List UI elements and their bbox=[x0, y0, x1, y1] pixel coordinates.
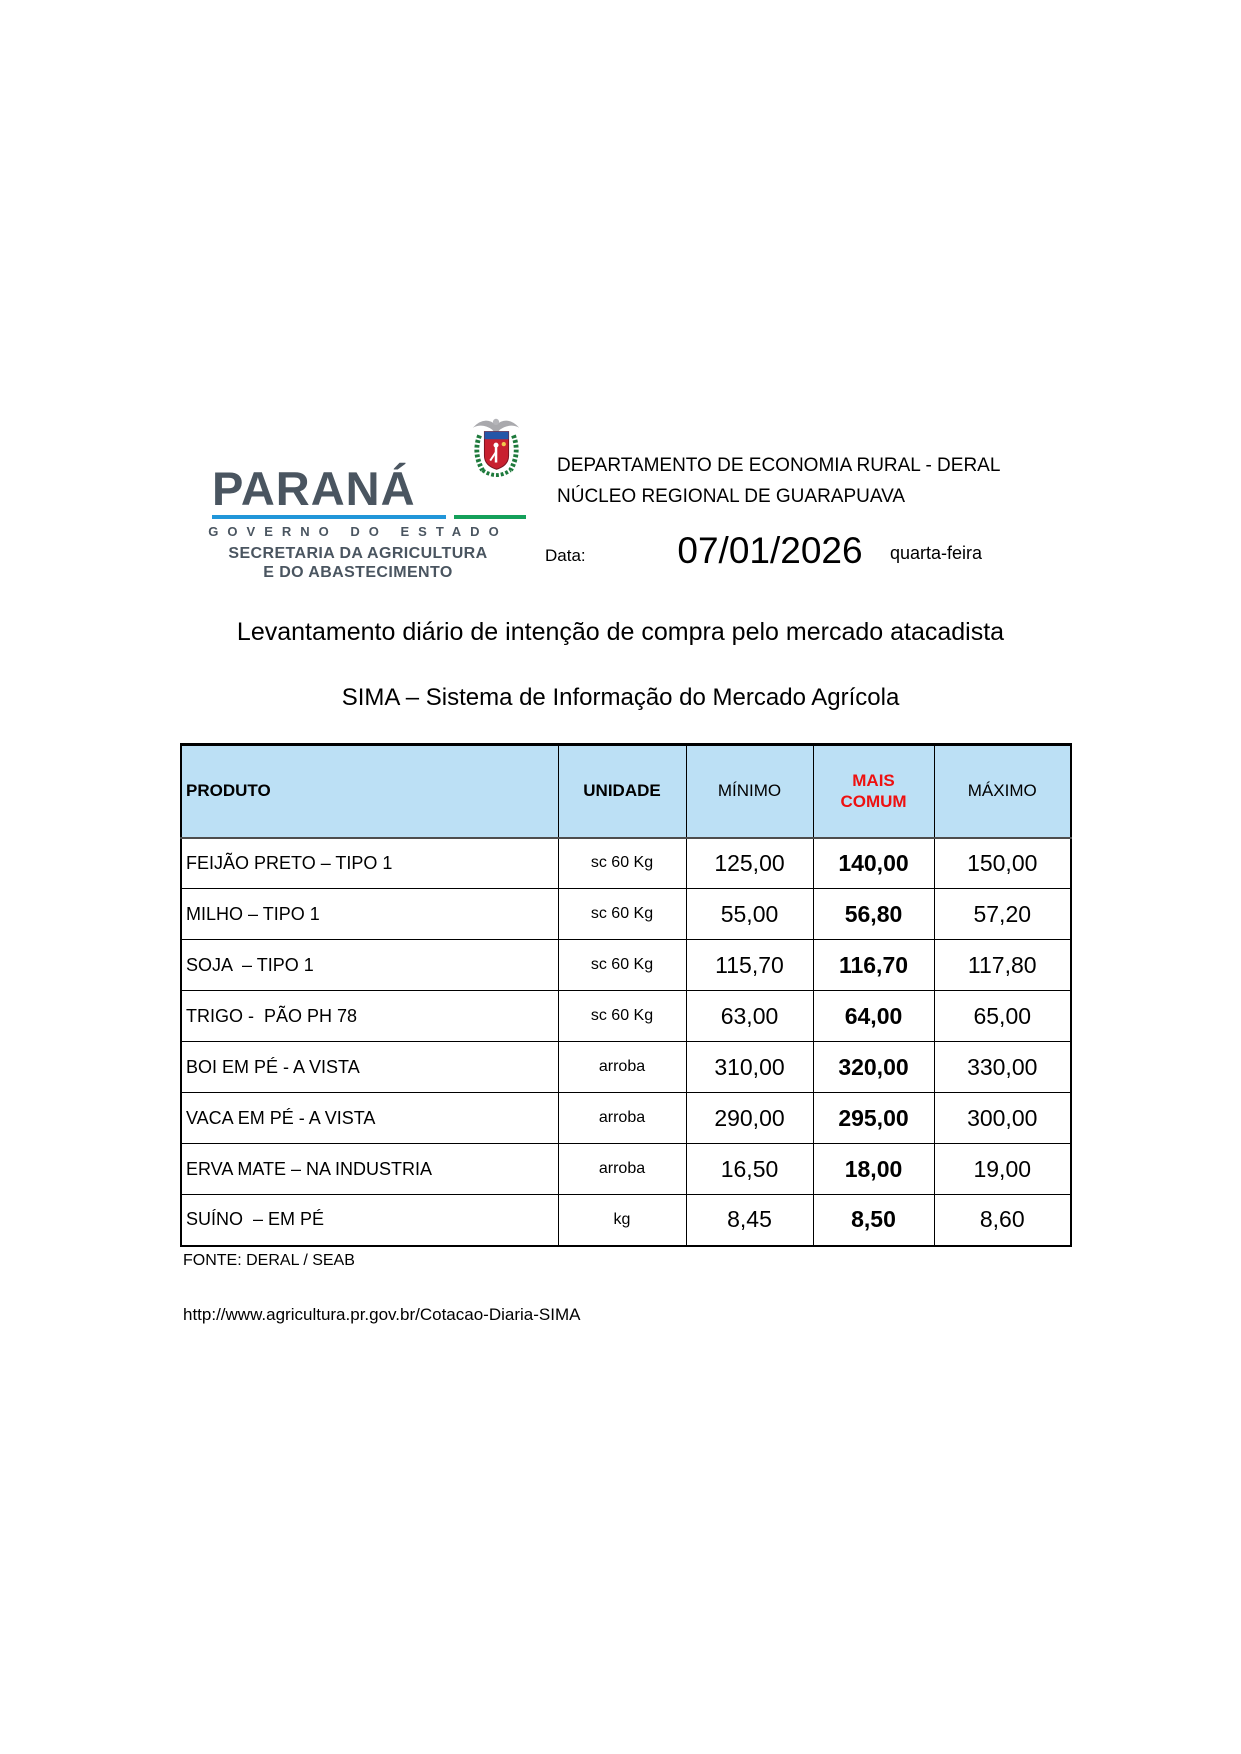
common-price-cell: 56,80 bbox=[813, 889, 934, 940]
product-cell: ERVA MATE – NA INDUSTRIA bbox=[181, 1144, 558, 1195]
product-cell: MILHO – TIPO 1 bbox=[181, 889, 558, 940]
governo-do-estado-text: GOVERNO DO ESTADO bbox=[208, 524, 508, 539]
table-row bbox=[181, 838, 1071, 889]
parana-logo bbox=[188, 430, 528, 582]
max-price-cell: 57,20 bbox=[934, 889, 1071, 940]
unit-cell: arroba bbox=[558, 1042, 686, 1093]
sima-title: SIMA – Sistema de Informação do Mercado Agrícola bbox=[341, 684, 900, 711]
unit-cell: arroba bbox=[558, 1144, 686, 1195]
date-label: Data: bbox=[545, 546, 586, 565]
max-price-cell: 150,00 bbox=[934, 838, 1071, 889]
min-price-cell: 310,00 bbox=[686, 1042, 813, 1093]
product-cell: SUÍNO – EM PÉ bbox=[181, 1195, 558, 1246]
min-price-cell: 55,00 bbox=[686, 889, 813, 940]
secretariat-text bbox=[188, 544, 528, 582]
common-price-cell: 18,00 bbox=[813, 1144, 934, 1195]
column-header-minimo: MÍNIMO bbox=[686, 745, 813, 838]
common-price-cell: 116,70 bbox=[813, 940, 934, 991]
table-header-row bbox=[181, 745, 1071, 838]
unit-cell: sc 60 Kg bbox=[558, 838, 686, 889]
product-cell: SOJA – TIPO 1 bbox=[181, 940, 558, 991]
common-price-cell: 8,50 bbox=[813, 1195, 934, 1246]
department-line-1: DEPARTAMENTO DE ECONOMIA RURAL - DERAL bbox=[557, 455, 1001, 476]
max-price-cell: 19,00 bbox=[934, 1144, 1071, 1195]
unit-cell: sc 60 Kg bbox=[558, 940, 686, 991]
product-cell: FEIJÃO PRETO – TIPO 1 bbox=[181, 838, 558, 889]
column-header-unidade: UNIDADE bbox=[558, 745, 686, 838]
table-row bbox=[181, 1042, 1071, 1093]
max-price-cell: 330,00 bbox=[934, 1042, 1071, 1093]
unit-cell: sc 60 Kg bbox=[558, 889, 686, 940]
unit-cell: kg bbox=[558, 1195, 686, 1246]
unit-cell: sc 60 Kg bbox=[558, 991, 686, 1042]
department-heading bbox=[557, 450, 1000, 512]
parana-brand-text: PARANÁ bbox=[212, 462, 416, 515]
secretariat-line-1: SECRETARIA DA AGRICULTURA bbox=[228, 545, 488, 562]
weekday-text: quarta-feira bbox=[890, 543, 983, 563]
table-row bbox=[181, 940, 1071, 991]
max-price-cell: 300,00 bbox=[934, 1093, 1071, 1144]
column-header-produto: PRODUTO bbox=[181, 745, 558, 838]
survey-title: Levantamento diário de intenção de compra pelo mercado atacadista bbox=[236, 618, 1005, 646]
max-price-cell: 65,00 bbox=[934, 991, 1071, 1042]
date-value: 07/01/2026 bbox=[677, 530, 863, 571]
source-url: http://www.agricultura.pr.gov.br/Cotacao-Diaria-SIMA bbox=[183, 1305, 581, 1324]
column-header-maximo: MÁXIMO bbox=[934, 745, 1071, 838]
logo-blue-rule bbox=[212, 515, 446, 519]
max-price-cell: 8,60 bbox=[934, 1195, 1071, 1246]
common-price-cell: 295,00 bbox=[813, 1093, 934, 1144]
min-price-cell: 16,50 bbox=[686, 1144, 813, 1195]
parana-coat-of-arms-icon bbox=[468, 412, 526, 489]
table-row bbox=[181, 1093, 1071, 1144]
min-price-cell: 63,00 bbox=[686, 991, 813, 1042]
product-cell: VACA EM PÉ - A VISTA bbox=[181, 1093, 558, 1144]
column-header-mais-comum: MAIS COMUM bbox=[813, 745, 934, 838]
min-price-cell: 290,00 bbox=[686, 1093, 813, 1144]
min-price-cell: 115,70 bbox=[686, 940, 813, 991]
table-row bbox=[181, 1195, 1071, 1246]
table-row bbox=[181, 991, 1071, 1042]
secretariat-line-2: E DO ABASTECIMENTO bbox=[263, 564, 453, 581]
price-table bbox=[180, 743, 1072, 1247]
min-price-cell: 125,00 bbox=[686, 838, 813, 889]
common-price-cell: 64,00 bbox=[813, 991, 934, 1042]
table-row bbox=[181, 1144, 1071, 1195]
common-price-cell: 320,00 bbox=[813, 1042, 934, 1093]
source-note: FONTE: DERAL / SEAB bbox=[183, 1252, 355, 1269]
date-row bbox=[545, 530, 1015, 576]
product-cell: BOI EM PÉ - A VISTA bbox=[181, 1042, 558, 1093]
common-price-cell: 140,00 bbox=[813, 838, 934, 889]
min-price-cell: 8,45 bbox=[686, 1195, 813, 1246]
product-cell: TRIGO - PÃO PH 78 bbox=[181, 991, 558, 1042]
logo-green-rule bbox=[454, 515, 526, 519]
unit-cell: arroba bbox=[558, 1093, 686, 1144]
table-row bbox=[181, 889, 1071, 940]
department-line-2: NÚCLEO REGIONAL DE GUARAPUAVA bbox=[557, 486, 906, 507]
max-price-cell: 117,80 bbox=[934, 940, 1071, 991]
